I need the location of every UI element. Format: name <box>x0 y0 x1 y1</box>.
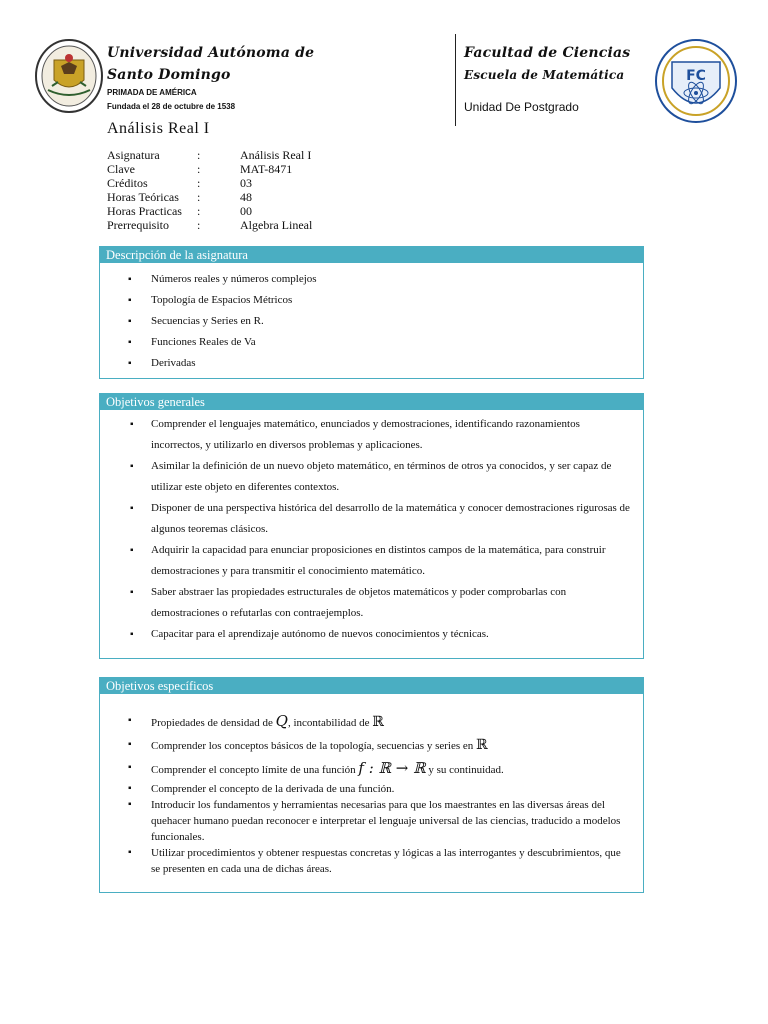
seal-initials: FC <box>686 68 706 84</box>
item-text: y su continuidad. <box>428 764 504 776</box>
info-value: 48 <box>240 190 252 204</box>
list-item <box>100 710 643 734</box>
list-item: ▪ Disponer de una perspectiva histórica del desarrollo de la matemática y conocer demostraciones rigurosas de algunos teoremas clásicos. <box>100 498 643 540</box>
math-function: f : ℝ → ℝ <box>358 759 426 777</box>
list-item: ▪ Adquirir la capacidad para enunciar proposiciones en distintos campos de la matemática, para construir demostraciones y para transmitir el conocimiento matemático. <box>100 540 643 582</box>
objectives-list <box>100 694 643 877</box>
faculty-name: Facultad de Ciencias <box>464 45 631 61</box>
item-text: Propiedades de densidad de <box>151 717 273 729</box>
university-motto: PRIMADA DE AMÉRICA <box>107 88 197 97</box>
math-reals: ℝ <box>372 714 384 730</box>
list-item <box>100 734 643 757</box>
info-value: MAT-8471 <box>240 162 293 176</box>
info-separator: : <box>197 218 201 232</box>
list-item: ▪ Secuencias y Series en R. <box>100 311 643 332</box>
info-value: Análisis Real I <box>240 148 312 162</box>
section-heading: Descripción de la asignatura <box>100 247 643 263</box>
section-heading: Objetivos generales <box>100 394 643 410</box>
list-item: ▪ Asimilar la definición de un nuevo objeto matemático, en términos de otros ya conocidos, y ser capaz de utilizar este objeto en diferentes contextos. <box>100 456 643 498</box>
university-founded: Fundada el 28 de octubre de 1538 <box>107 102 236 111</box>
topic-list <box>100 263 643 374</box>
list-item: ▪ Introducir los fundamentos y herramientas necesarias para que los maestrantes en las diversas áreas del quehacer humano puedan reconocer e interpretar el lenguaje universal de las ciencias, traducido a modelos funcionales. <box>100 797 643 845</box>
info-separator: : <box>197 162 201 176</box>
list-item: ▪ Comprender el lenguajes matemático, enunciados y demostraciones, identificando razonamientos incorrectos, y utilizarlo en diversos problemas y aplicaciones. <box>100 414 643 456</box>
math-reals: ℝ <box>476 737 488 753</box>
item-text: Comprender el concepto límite de una función <box>151 764 356 776</box>
university-seal-logo <box>34 38 104 114</box>
list-item: ▪ Derivadas <box>100 353 643 374</box>
page-title: Análisis Real I <box>107 120 210 137</box>
university-location: Santo Domingo <box>107 67 231 83</box>
math-q: Q <box>275 712 288 730</box>
list-item: ▪ Funciones Reales de Va <box>100 332 643 353</box>
list-item: ▪ Topología de Espacios Métricos <box>100 290 643 311</box>
info-separator: : <box>197 190 201 204</box>
university-name: Universidad Autónoma de <box>107 45 315 61</box>
info-label: Prerrequisito <box>107 218 169 232</box>
list-item: ▪ Saber abstraer las propiedades estructurales de objetos matemáticos y poder comprobarlas con demostraciones o refutarlas con contraejemplos. <box>100 582 643 624</box>
section-objetivos-especificos <box>99 677 644 893</box>
section-objetivos-generales <box>99 393 644 659</box>
list-item: ▪ Números reales y números complejos <box>100 269 643 290</box>
info-separator: : <box>197 176 201 190</box>
info-value: 00 <box>240 204 252 218</box>
item-text: Comprender los conceptos básicos de la topología, secuencias y series en <box>151 740 474 752</box>
info-label: Horas Practicas <box>107 204 182 218</box>
school-name: Escuela de Matemática <box>464 68 625 82</box>
faculty-seal-logo <box>654 38 738 124</box>
info-separator: : <box>197 204 201 218</box>
list-item: ▪ Utilizar procedimientos y obtener respuestas concretas y lógicas a las interrogantes y descubrimientos, que se presenten en cada una de dichas áreas. <box>100 845 643 877</box>
info-value: 03 <box>240 176 252 190</box>
item-text: , incontabilidad de <box>287 717 370 729</box>
postgrado-unit: Unidad De Postgrado <box>464 100 579 114</box>
list-item <box>100 757 643 781</box>
info-separator: : <box>197 148 201 162</box>
list-item: ▪ Capacitar para el aprendizaje autónomo de nuevos conocimientos y técnicas. <box>100 624 643 645</box>
info-value: Algebra Lineal <box>240 218 313 232</box>
section-heading: Objetivos específicos <box>100 678 643 694</box>
info-label: Clave <box>107 162 135 176</box>
info-label: Créditos <box>107 176 148 190</box>
info-label: Horas Teóricas <box>107 190 179 204</box>
header-divider <box>455 34 456 126</box>
info-label: Asignatura <box>107 148 160 162</box>
objectives-list <box>100 410 643 645</box>
section-descripcion <box>99 246 644 379</box>
list-item: ▪ Comprender el concepto de la derivada de una función. <box>100 781 643 797</box>
